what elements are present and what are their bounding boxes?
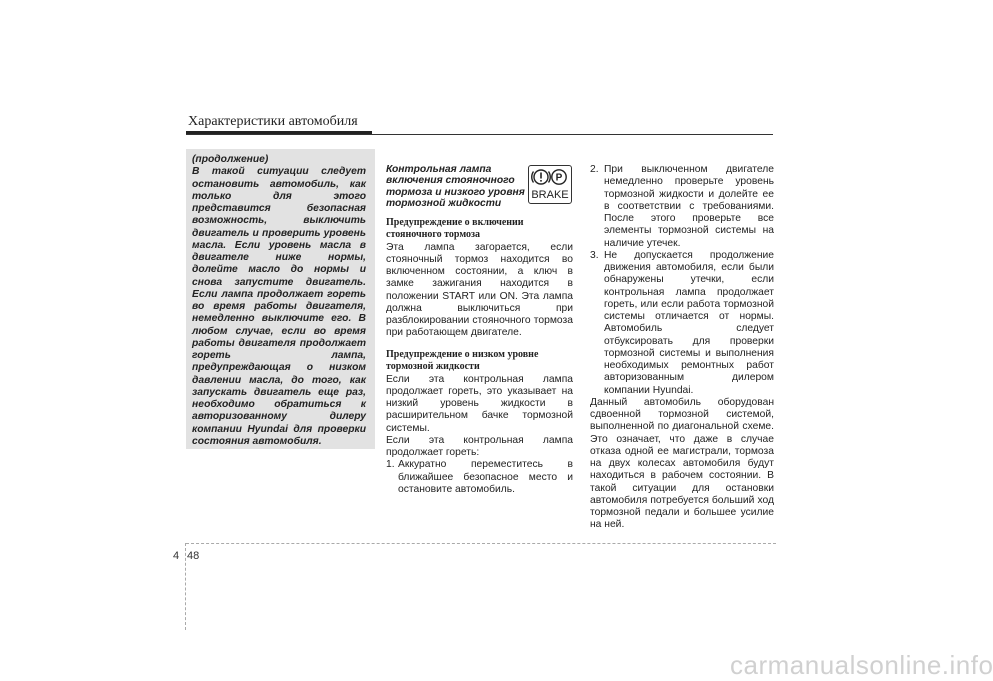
- list-item-3-text: Не допускается продолжение движения автомобиля, если были обнаружены утечки, если контрольная лампа продолжает гореть, или если работа тормозной системы отличается от нормы. Автомобиль следует отбуксировать для проверки тормозной системы и выполнения необходимых ремонтных работ авторизованным дилером компании Hyundai.: [604, 249, 774, 396]
- warning-continued: (продолжение): [192, 154, 269, 165]
- warning-body: В такой ситуации следует остановить автомобиль, как только для этого представится безопасная возможность, выключить двигатель и проверить уровень масла. Если уровень масла в двигателе ниже нормы, долейте масло до нормы и снова запустите двигатель. Если лампа продолжает гореть во время работы двигателя, немедленно выключите его. В любом случае, если во время работы двигателя продолжает гореть лампа, предупреждающая о низком давлении масла, до того, как запускать двигатель еще раз, необходимо обратиться к авторизованному дилеру компании Hyundai для проверки состояния автомобиля.: [192, 166, 366, 447]
- header-rule-thin: [186, 134, 773, 135]
- section-number: 4: [173, 550, 180, 562]
- list-item-3-number: 3.: [590, 249, 599, 261]
- section-low-fluid-body-1: Если эта контрольная лампа продолжает гореть, это указывает на низкий уровень жидкости в расширительном бачке тормозной системы.: [386, 373, 573, 434]
- section-low-fluid-body-2: Если эта контрольная лампа продолжает гореть:: [386, 434, 573, 459]
- section-parking-brake-heading: Предупреждение о включении стояночного тормоза: [386, 216, 524, 241]
- list-item-2-number: 2.: [590, 164, 599, 175]
- list-item-1-text: Аккуратно переместитесь в ближайшее безопасное место и остановите автомобиль.: [398, 459, 573, 495]
- column-2: [386, 164, 573, 496]
- dual-brake-paragraph: Данный автомобиль оборудован сдвоенной тормозной системой, выполненной по диагональной схеме. Это означает, что даже в случае отказа одной ее магистрали, тормоза на двух колесах автомобиля будут находиться в рабочем состоянии. В такой ситуации для остановки автомобиля потребуется больший ход тормозной педали и большее усилие на ней.: [590, 396, 774, 531]
- list-item-2-text: При выключенном двигателе немедленно проверьте уровень тормозной жидкости и долейте ее в соответствии с требованиями. После этого проверьте все элементы тормозной системы на наличие утечек.: [604, 164, 774, 249]
- lamp-title: Контрольная лампа включения стояночного тормоза и низкого уровня тормозной жидкости: [386, 164, 525, 210]
- brake-warning-lamp-icon: [528, 165, 572, 204]
- page-header-title: Характеристики автомобиля: [188, 114, 358, 129]
- lamp-icon-p-symbol: P: [555, 172, 563, 184]
- page-number: 48: [187, 550, 200, 562]
- watermark: carmanualsonline.info: [730, 650, 993, 680]
- lamp-icon-brake-label: BRAKE: [531, 189, 569, 201]
- column-3: [590, 164, 774, 532]
- footer-vertical-rule: [185, 543, 186, 630]
- section-low-fluid-heading: Предупреждение о низком уровне тормозной жидкости: [386, 348, 539, 373]
- footer-rule: [186, 543, 776, 544]
- list-item-1-number: 1.: [386, 459, 395, 471]
- section-parking-brake-body: Эта лампа загорается, если стояночный тормоз находится во включенном состоянии, а ключ в замке зажигания находится в положении START или ON. Эта лампа должна выключиться при разблокировании стояночного тормоза при работающем двигателе.: [386, 241, 573, 339]
- list-item-3: [590, 250, 774, 397]
- list-item-1: [386, 459, 573, 496]
- warning-text: [192, 154, 366, 448]
- list-item-2: [590, 164, 774, 250]
